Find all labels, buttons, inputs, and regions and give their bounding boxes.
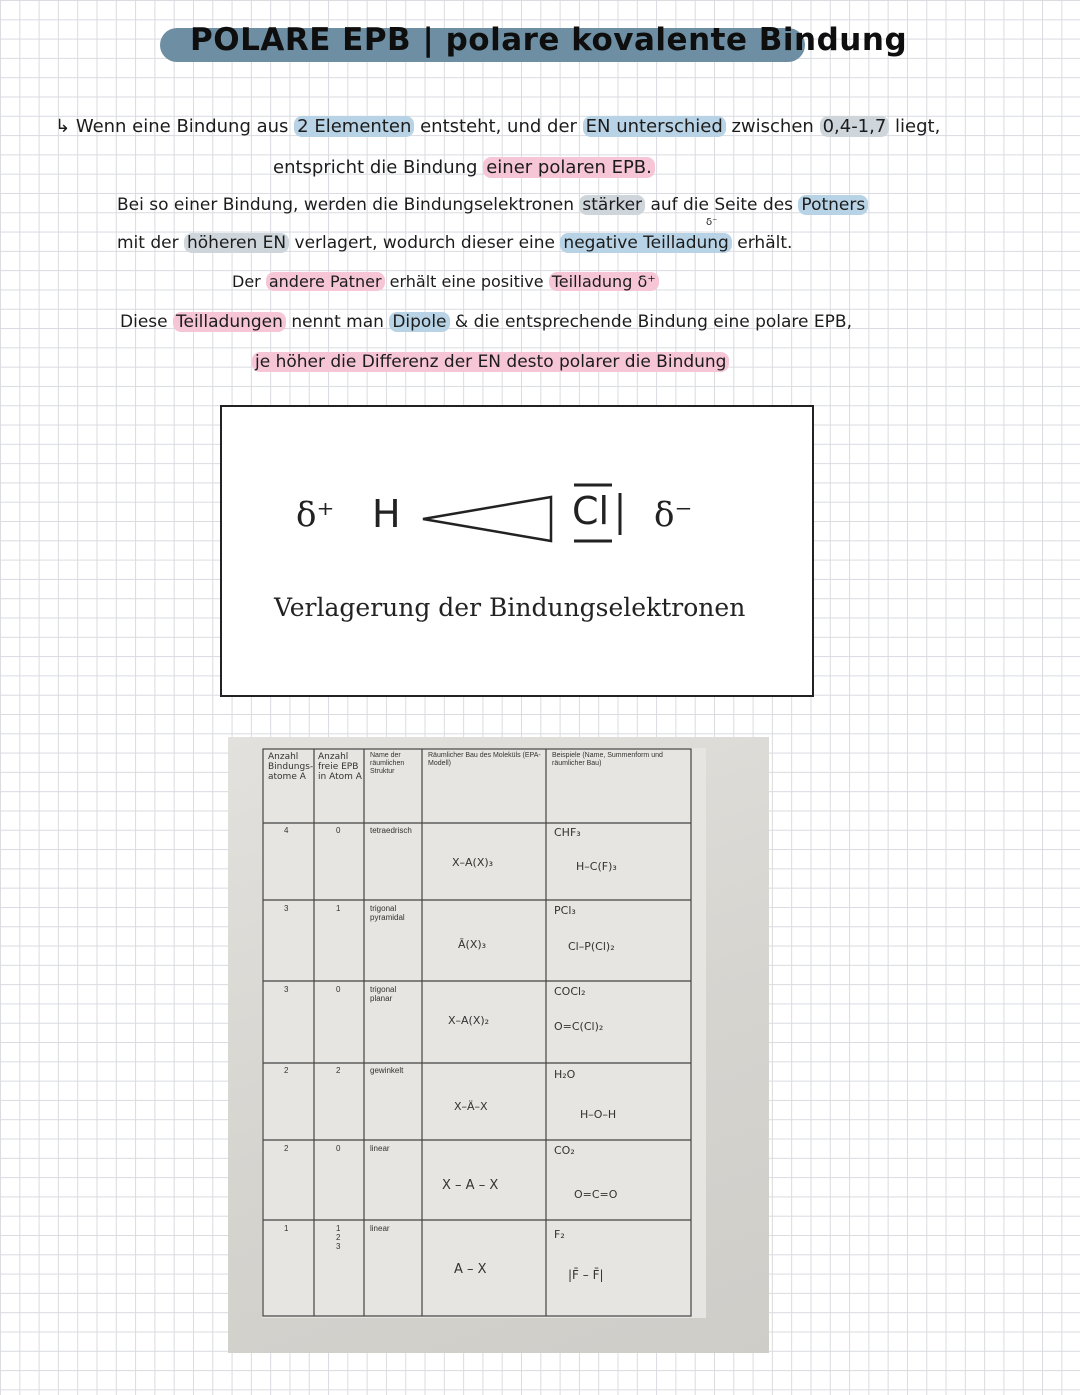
row5-free: 0 — [336, 1144, 341, 1153]
row5-example: CO₂ — [554, 1144, 575, 1157]
row1-example: CHF₃ — [554, 826, 581, 839]
row4-free: 2 — [336, 1066, 341, 1075]
dipole-diagram — [220, 405, 814, 697]
header-bindungsatome: Anzahl Bindungs-atome A — [268, 752, 314, 782]
row4-example-struct: H–O–H — [580, 1108, 617, 1121]
row4-name: gewinkelt — [370, 1066, 404, 1075]
row3-example: COCl₂ — [554, 985, 586, 998]
row4-bind: 2 — [284, 1066, 289, 1075]
chlorine-label: Cl — [572, 489, 610, 533]
row2-example-struct: Cl–P(Cl)₂ — [568, 940, 615, 953]
table-photo — [228, 737, 769, 1353]
row6-model: A – X — [454, 1262, 487, 1277]
row2-example: PCl₃ — [554, 904, 576, 917]
row2-bind: 3 — [284, 904, 289, 913]
table-sheet — [262, 748, 706, 1318]
header-freie-epb: Anzahl freie EPB in Atom A — [318, 752, 362, 782]
row4-model: X–Ä–X — [454, 1100, 488, 1113]
header-name-struktur: Name der räumlichen Struktur — [370, 752, 405, 775]
row4-example: H₂O — [554, 1068, 576, 1081]
header-beispiele: Beispiele (Name, Summenform und räumlicher Bau) — [552, 752, 663, 767]
row3-example-struct: O=C(Cl)₂ — [554, 1020, 604, 1033]
page-title: POLARE EPB | polare kovalente Bindung — [190, 22, 908, 58]
text-line-3: Bei so einer Bindung, werden die Bindungselektronen stärker auf die Seite des Potners — [117, 195, 868, 215]
delta-minus-annotation: δ⁻ — [706, 217, 718, 228]
header-raeumlicher-bau: Räumlicher Bau des Moleküls (EPA-Modell) — [428, 752, 541, 767]
row6-bind: 1 — [284, 1224, 289, 1233]
row3-free: 0 — [336, 985, 341, 994]
bond-wedge-icon — [417, 491, 557, 547]
delta-plus-label: δ⁺ — [296, 495, 335, 535]
text-line-6: Diese Teilladungen nennt man Dipole & die entsprechende Bindung eine polare EPB, — [120, 312, 852, 332]
text-line-4: mit der höheren EN verlagert, wodurch dieser eine negative Teilladung erhält. — [117, 233, 793, 253]
lone-pairs-icon — [568, 479, 628, 549]
row6-example: F₂ — [554, 1228, 565, 1241]
row5-name: linear — [370, 1144, 390, 1153]
delta-minus-label: δ⁻ — [654, 495, 693, 535]
text-line-5: Der andere Patner erhält eine positive Teilladung δ⁺ — [232, 272, 659, 291]
row1-example-struct: H–C(F)₃ — [576, 860, 617, 873]
diagram-caption: Verlagerung der Bindungselektronen — [274, 593, 746, 622]
row1-bind: 4 — [284, 826, 289, 835]
row6-free: 1 2 3 — [336, 1224, 341, 1251]
row3-bind: 3 — [284, 985, 289, 994]
row2-free: 1 — [336, 904, 341, 913]
row1-free: 0 — [336, 826, 341, 835]
row5-model: X – A – X — [442, 1178, 499, 1193]
text-line-7: je höher die Differenz der EN desto polarer die Bindung — [252, 352, 729, 372]
row5-bind: 2 — [284, 1144, 289, 1153]
arrow-icon: ↳ — [55, 116, 71, 137]
row3-name: trigonal planar — [370, 985, 397, 1003]
text-line-2: entspricht die Bindung einer polaren EPB. — [273, 157, 655, 178]
hydrogen-label: H — [372, 492, 401, 536]
row3-model: X–A(X)₂ — [448, 1014, 490, 1027]
text-line-1: ↳ Wenn eine Bindung aus 2 Elementen entsteht, und der EN unterschied zwischen 0,4-1,7 liegt, — [55, 116, 941, 137]
row6-name: linear — [370, 1224, 390, 1233]
row6-example-struct: |F̄ – F̄| — [568, 1268, 604, 1282]
row2-model: Ā(X)₃ — [458, 938, 487, 951]
row1-name: tetraedrisch — [370, 826, 412, 835]
row1-model: X–A(X)₃ — [452, 856, 494, 869]
row2-name: trigonal pyramidal — [370, 904, 405, 922]
row5-example-struct: O=C=O — [574, 1188, 618, 1201]
table-grid — [262, 748, 692, 1318]
